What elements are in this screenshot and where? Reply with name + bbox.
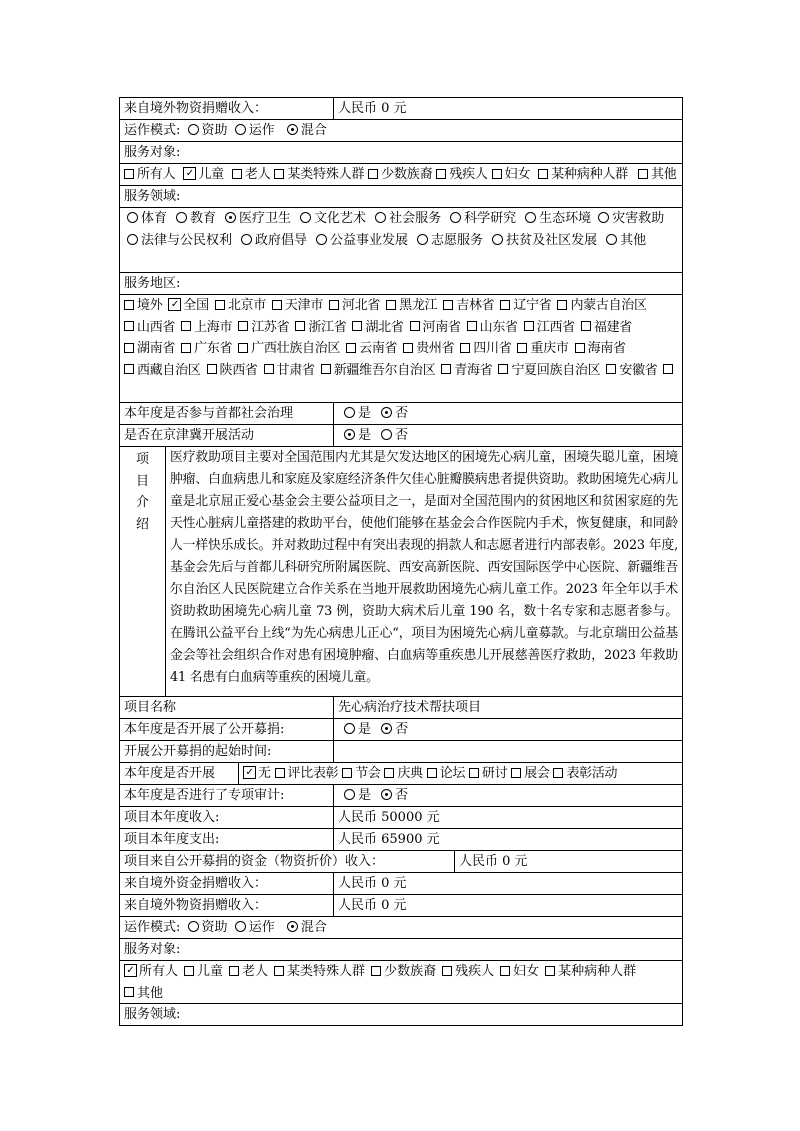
field-label: 本年度是否开展了公开募捐: xyxy=(124,722,285,737)
option-label: 辽宁省 xyxy=(513,298,552,313)
checkbox-checked-icon[interactable]: ✓ xyxy=(168,298,181,311)
option-label: 否 xyxy=(395,788,409,803)
option-label: 某种病种人群 xyxy=(558,964,637,979)
option-label: 贵州省 xyxy=(416,341,455,356)
label-char: 介 xyxy=(135,495,149,510)
option-label: 青海省 xyxy=(454,362,493,378)
option-label: 是 xyxy=(358,406,372,421)
radio-icon[interactable] xyxy=(235,124,246,135)
option-label: 体育 xyxy=(141,211,168,226)
checkbox-icon[interactable] xyxy=(557,300,567,310)
option-label: 陕西省 xyxy=(219,362,258,378)
project-intro-row xyxy=(119,446,683,696)
checkbox-checked-icon[interactable]: ✓ xyxy=(243,766,256,779)
option-label: 少数族裔 xyxy=(381,167,433,182)
project-expense-row xyxy=(119,828,683,850)
checkbox-icon[interactable] xyxy=(441,364,451,374)
checkbox-icon[interactable] xyxy=(371,966,381,976)
checkbox-icon[interactable] xyxy=(575,343,585,353)
option-label: 资助 xyxy=(201,123,228,138)
checkbox-icon[interactable] xyxy=(524,321,534,331)
service-region-header xyxy=(119,272,683,294)
option-label: 其他 xyxy=(620,232,647,248)
radio-selected-icon[interactable] xyxy=(287,124,298,135)
option-label: 所有人 xyxy=(139,964,179,979)
radio-icon[interactable] xyxy=(176,212,187,223)
option-label: 研讨 xyxy=(481,766,508,781)
option-label: 江苏省 xyxy=(251,319,290,335)
checkbox-icon[interactable] xyxy=(181,321,191,331)
field-value: 人民币 65900 元 xyxy=(333,829,682,850)
option-label: 妇女 xyxy=(504,167,531,182)
checkbox-icon[interactable] xyxy=(467,321,477,331)
option-label: 运作 xyxy=(248,920,275,935)
option-label: 江西省 xyxy=(536,319,575,335)
option-label: 公益事业发展 xyxy=(330,232,409,248)
checkbox-icon[interactable] xyxy=(517,343,527,353)
field-value: 先心病治疗技术帮扶项目 xyxy=(333,697,682,718)
events-row xyxy=(119,762,683,784)
checkbox-icon[interactable] xyxy=(184,966,194,976)
checkbox-icon[interactable] xyxy=(272,300,282,310)
service-field-header xyxy=(119,185,683,207)
service-target-options xyxy=(119,163,683,185)
option-label: 庆典 xyxy=(397,766,423,781)
option-label: 无 xyxy=(258,766,271,781)
option-label: 是 xyxy=(358,788,372,803)
option-label: 吉林省 xyxy=(456,298,495,313)
option-label: 西藏自治区 xyxy=(137,362,201,378)
checkbox-icon[interactable] xyxy=(238,321,248,331)
checkbox-icon[interactable] xyxy=(638,169,648,179)
field-value: 人民币 0 元 xyxy=(333,895,682,916)
radio-icon[interactable] xyxy=(235,921,246,932)
checkbox-checked-icon[interactable]: ✓ xyxy=(124,964,137,977)
radio-selected-icon[interactable] xyxy=(381,723,392,734)
option-label: 残疾人 xyxy=(449,167,488,182)
field-value: 人民币 50000 元 xyxy=(333,807,682,828)
radio-icon[interactable] xyxy=(606,234,617,245)
option-label: 志愿服务 xyxy=(431,232,484,248)
option-label: 其他 xyxy=(650,167,677,182)
radio-icon[interactable] xyxy=(492,234,503,245)
jingjinji-activity-row xyxy=(119,424,683,446)
option-label: 新疆维吾尔自治区 xyxy=(333,362,436,378)
option-label: 是 xyxy=(358,428,372,443)
option-label: 湖南省 xyxy=(137,341,176,356)
option-label: 安徽省 xyxy=(619,362,658,378)
checkbox-icon[interactable] xyxy=(321,364,331,374)
checkbox-icon[interactable] xyxy=(384,768,394,778)
project-income-row xyxy=(119,806,683,828)
checkbox-icon[interactable] xyxy=(443,300,453,310)
foreign-material-income-row xyxy=(119,97,683,119)
option-label: 灾害救助 xyxy=(612,211,665,226)
radio-icon[interactable] xyxy=(241,234,252,245)
service-target-header xyxy=(119,141,683,163)
special-audit-row xyxy=(119,784,683,806)
radio-icon[interactable] xyxy=(344,789,355,800)
service-target-options-2 xyxy=(119,960,683,1003)
checkbox-icon[interactable] xyxy=(124,987,134,997)
fundraising-start-row xyxy=(119,740,683,762)
option-label: 广东省 xyxy=(194,341,233,356)
option-label: 科学研究 xyxy=(464,211,517,226)
checkbox-icon[interactable] xyxy=(264,364,274,374)
radio-icon[interactable] xyxy=(188,124,199,135)
checkbox-icon[interactable] xyxy=(427,768,437,778)
project-name-row xyxy=(119,696,683,718)
option-label: 评比表彰 xyxy=(287,766,339,781)
option-label: 其他 xyxy=(137,985,164,1001)
option-label: 展会 xyxy=(524,766,550,781)
option-label: 儿童 xyxy=(197,964,224,979)
radio-icon[interactable] xyxy=(381,429,392,440)
field-label: 服务地区: xyxy=(124,276,181,291)
service-region-options xyxy=(119,294,683,402)
radio-selected-icon[interactable] xyxy=(381,407,392,418)
option-label: 妇女 xyxy=(513,964,540,979)
checkbox-icon[interactable] xyxy=(238,343,248,353)
public-fundraising-row xyxy=(119,718,683,740)
checkbox-icon[interactable] xyxy=(346,343,356,353)
field-label: 服务对象: xyxy=(124,145,181,160)
field-value xyxy=(333,741,682,762)
checkbox-icon[interactable] xyxy=(274,966,284,976)
operation-mode-row-2 xyxy=(119,916,683,938)
checkbox-icon[interactable] xyxy=(663,364,673,374)
checkbox-icon[interactable] xyxy=(436,169,446,179)
checkbox-icon[interactable] xyxy=(538,169,548,179)
radio-selected-icon[interactable] xyxy=(344,429,355,440)
option-label: 某种病种人群 xyxy=(551,167,629,182)
checkbox-icon[interactable] xyxy=(124,364,134,374)
option-label: 某类特殊人群 xyxy=(287,964,366,979)
checkbox-icon[interactable] xyxy=(232,169,242,179)
option-label: 资助 xyxy=(201,920,228,935)
option-label: 混合 xyxy=(300,920,327,935)
field-label: 服务领域: xyxy=(124,189,181,204)
option-label: 老人 xyxy=(244,167,271,182)
field-label: 项目本年度支出: xyxy=(124,832,220,847)
checkbox-icon[interactable] xyxy=(410,321,420,331)
option-label: 扶贫及社区发展 xyxy=(506,232,598,248)
option-label: 论坛 xyxy=(439,766,466,781)
checkbox-icon[interactable] xyxy=(295,321,305,331)
checkbox-icon[interactable] xyxy=(511,768,521,778)
checkbox-icon[interactable] xyxy=(207,364,217,374)
option-label: 全国 xyxy=(183,298,209,313)
radio-icon[interactable] xyxy=(344,723,355,734)
option-label: 节会 xyxy=(355,766,381,781)
option-label: 儿童 xyxy=(198,167,224,182)
foreign-fund-income-row xyxy=(119,872,683,894)
field-label: 项目来自公开募捐的资金（物资折价）收入： xyxy=(124,854,385,869)
field-label: 是否在京津冀开展活动 xyxy=(124,428,255,443)
checkbox-icon[interactable] xyxy=(368,169,378,179)
radio-icon[interactable] xyxy=(598,212,609,223)
option-label: 生态环境 xyxy=(539,211,592,226)
option-label: 重庆市 xyxy=(530,341,569,356)
radio-icon[interactable] xyxy=(300,212,311,223)
label-char: 绍 xyxy=(135,516,149,532)
radio-selected-icon[interactable] xyxy=(381,789,392,800)
option-label: 福建省 xyxy=(593,319,632,335)
radio-icon[interactable] xyxy=(188,921,199,932)
option-label: 广西壮族自治区 xyxy=(251,341,341,356)
service-field-options xyxy=(119,207,683,272)
label-char: 目 xyxy=(135,473,149,489)
option-label: 湖北省 xyxy=(365,319,404,335)
option-label: 宁夏回族自治区 xyxy=(511,362,601,378)
radio-icon[interactable] xyxy=(375,212,386,223)
checkbox-icon[interactable] xyxy=(442,966,452,976)
checkbox-icon[interactable] xyxy=(124,321,134,331)
checkbox-icon[interactable] xyxy=(545,966,555,976)
field-value: 人民币 0 元 xyxy=(454,851,682,872)
option-label: 教育 xyxy=(190,211,217,226)
radio-icon[interactable] xyxy=(316,234,327,245)
checkbox-checked-icon[interactable]: ✓ xyxy=(183,167,196,180)
checkbox-icon[interactable] xyxy=(492,169,502,179)
option-label: 否 xyxy=(395,406,409,421)
option-label: 少数族裔 xyxy=(384,964,437,979)
checkbox-icon[interactable] xyxy=(469,768,479,778)
field-value: 人民币 0 元 xyxy=(333,98,682,119)
field-label: 服务领域: xyxy=(124,1007,181,1022)
option-label: 政府倡导 xyxy=(255,232,308,248)
field-label: 本年度是否开展 xyxy=(124,766,216,781)
option-label: 残疾人 xyxy=(455,964,495,979)
field-label: 本年度是否参与首都社会治理 xyxy=(124,406,294,421)
option-label: 海南省 xyxy=(587,341,626,356)
service-field-header-2 xyxy=(119,1003,683,1026)
checkbox-icon[interactable] xyxy=(460,343,470,353)
field-label: 运作模式: xyxy=(124,920,181,935)
operation-mode-row xyxy=(119,119,683,141)
checkbox-icon[interactable] xyxy=(500,300,510,310)
radio-selected-icon[interactable] xyxy=(225,212,236,223)
checkbox-icon[interactable] xyxy=(606,364,616,374)
field-label: 来自境外资金捐赠收入： xyxy=(124,876,268,891)
checkbox-icon[interactable] xyxy=(581,321,591,331)
project-intro-text: 医疗救助项目主要对全国范围内尤其是欠发达地区的困境先心病儿童，困境失聪儿童，困境肿瘤、白血病患儿和家庭及家庭经济条件欠佳心脏瓣膜病患者提供资助。救助困境先心病儿童是北京屈正爱心基金会主要公益项目之一，是面对全国范围内的贫困地区和贫困家庭的先天性心脏病儿童搭建的救助平台，使他们能够在基金会合作医院内手术，恢复健康，和同龄人一样快乐成长。并对救助过程中有突出表现的捐款人和志愿者进行内部表彰。2023 年度,基金会先后与首都儿科研究所附属医院、西安高新医院、西安国际医学中心医院、新疆维吾尔自治区人民医院建立合作关系在当地开展救助困境先心病儿童工作。2023 年全年以手术资助救助困境先心病儿童 73 例，资助大病术后儿童 190 名，数十名专家和志愿者参与。在腾讯公益平台上线“为先心病患儿正心“，项目为困境先心病儿童募款。与北京瑞田公益基金会等社会组织合作对患有困境肿瘤、白血病等重疾患儿开展慈善医疗救助，2023 年救助 41 名患有白血病等重疾的困境儿童。 xyxy=(170,450,678,685)
checkbox-icon[interactable] xyxy=(124,169,134,179)
document-table xyxy=(119,97,683,1026)
option-label: 内蒙古自治区 xyxy=(570,298,647,313)
option-label: 云南省 xyxy=(359,341,398,356)
checkbox-icon[interactable] xyxy=(352,321,362,331)
option-label: 文化艺术 xyxy=(314,211,367,226)
label-char: 项 xyxy=(135,452,149,467)
option-label: 境外 xyxy=(137,298,163,313)
radio-icon[interactable] xyxy=(525,212,536,223)
service-target-header-2 xyxy=(119,938,683,960)
option-label: 法律与公民权利 xyxy=(141,232,233,248)
project-intro-label xyxy=(120,447,166,696)
field-label: 服务对象: xyxy=(124,942,181,957)
checkbox-icon[interactable] xyxy=(181,343,191,353)
option-label: 某类特殊人群 xyxy=(287,167,365,182)
option-label: 否 xyxy=(395,428,409,443)
checkbox-icon[interactable] xyxy=(329,300,339,310)
checkbox-icon[interactable] xyxy=(553,768,563,778)
checkbox-icon[interactable] xyxy=(229,966,239,976)
radio-icon[interactable] xyxy=(344,407,355,418)
option-label: 山东省 xyxy=(479,319,518,335)
option-label: 河北省 xyxy=(342,298,381,313)
option-label: 是 xyxy=(358,722,372,737)
radio-icon[interactable] xyxy=(450,212,461,223)
checkbox-icon[interactable] xyxy=(403,343,413,353)
option-label: 上海市 xyxy=(194,319,233,335)
checkbox-icon[interactable] xyxy=(500,966,510,976)
option-label: 河南省 xyxy=(422,319,461,335)
option-label: 混合 xyxy=(300,123,327,138)
option-label: 北京市 xyxy=(227,298,266,313)
capital-governance-row xyxy=(119,402,683,424)
checkbox-icon[interactable] xyxy=(274,169,284,179)
radio-icon[interactable] xyxy=(127,234,138,245)
foreign-material-income-row-2 xyxy=(119,894,683,916)
option-label: 社会服务 xyxy=(389,211,442,226)
option-label: 甘肃省 xyxy=(276,362,315,378)
checkbox-icon[interactable] xyxy=(124,343,134,353)
radio-icon[interactable] xyxy=(127,212,138,223)
checkbox-icon[interactable] xyxy=(342,768,352,778)
radio-icon[interactable] xyxy=(417,234,428,245)
option-label: 表彰活动 xyxy=(566,766,618,781)
field-label: 来自境外物资捐赠收入： xyxy=(124,101,268,116)
checkbox-icon[interactable] xyxy=(498,364,508,374)
field-label: 项目本年度收入: xyxy=(124,810,220,825)
option-label: 否 xyxy=(395,722,409,737)
radio-selected-icon[interactable] xyxy=(287,921,298,932)
checkbox-icon[interactable] xyxy=(215,300,225,310)
option-label: 天津市 xyxy=(284,298,324,313)
field-label: 运作模式: xyxy=(124,123,181,138)
option-label: 老人 xyxy=(242,964,269,979)
checkbox-icon[interactable] xyxy=(275,768,285,778)
option-label: 运作 xyxy=(248,123,275,138)
option-label: 浙江省 xyxy=(308,319,347,335)
field-label: 本年度是否进行了专项审计: xyxy=(124,788,285,803)
option-label: 四川省 xyxy=(473,341,512,356)
field-label: 开展公开募捐的起始时间: xyxy=(124,744,272,759)
checkbox-icon[interactable] xyxy=(386,300,396,310)
field-value: 人民币 0 元 xyxy=(333,873,682,894)
option-label: 所有人 xyxy=(137,167,176,182)
public-fundraising-income-row xyxy=(119,850,683,872)
option-label: 山西省 xyxy=(137,319,176,335)
option-label: 医疗卫生 xyxy=(239,211,292,226)
field-label: 项目名称 xyxy=(124,700,177,715)
field-label: 来自境外物资捐赠收入： xyxy=(124,898,268,913)
option-label: 黑龙江 xyxy=(399,298,438,313)
checkbox-icon[interactable] xyxy=(124,300,134,310)
